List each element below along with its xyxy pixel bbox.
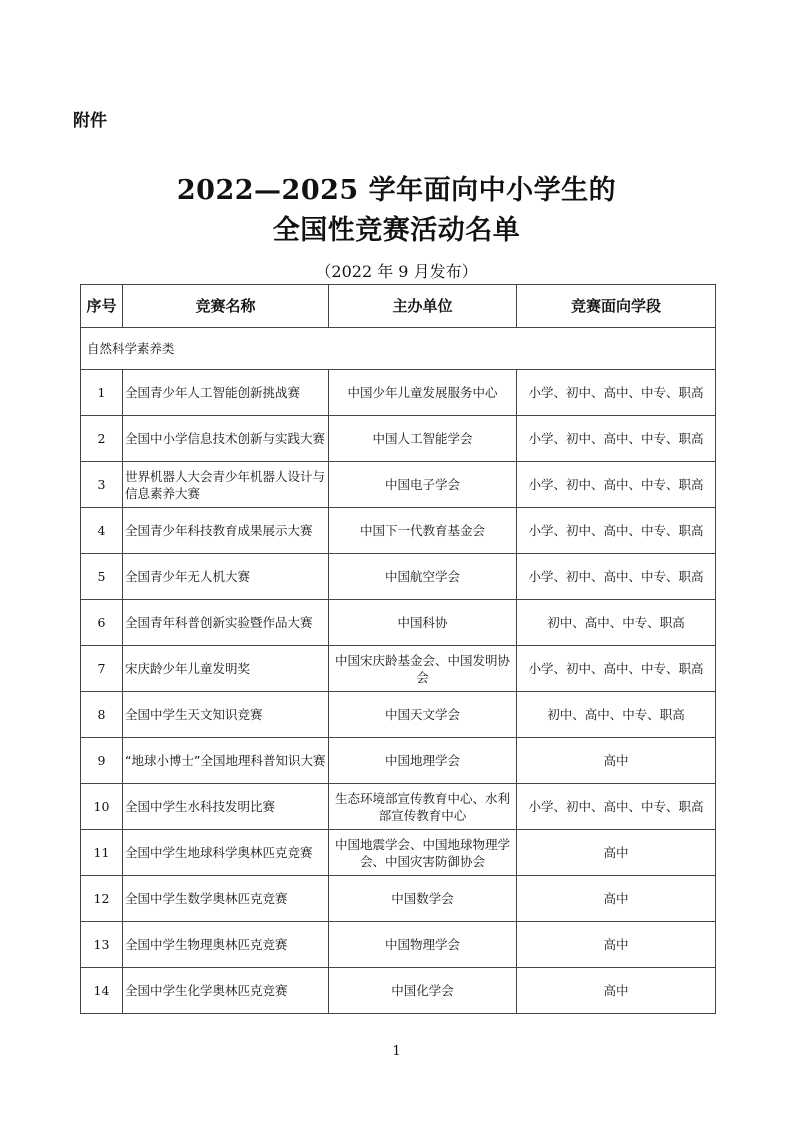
cell-level: 高中: [517, 830, 716, 876]
cell-num: 6: [81, 600, 123, 646]
cell-name: 全国中学生水科技发明比赛: [123, 784, 329, 830]
header-level: 竞赛面向学段: [517, 285, 716, 328]
cell-name: 宋庆龄少年儿童发明奖: [123, 646, 329, 692]
header-name: 竞赛名称: [123, 285, 329, 328]
table-row: [81, 830, 716, 876]
cell-level: 高中: [517, 738, 716, 784]
cell-name: 全国青少年科技教育成果展示大赛: [123, 508, 329, 554]
cell-num: 1: [81, 370, 123, 416]
cell-num: 14: [81, 968, 123, 1014]
table-row: [81, 738, 716, 784]
table-row: [81, 876, 716, 922]
category-row: [81, 328, 716, 370]
cell-num: 5: [81, 554, 123, 600]
table-row: [81, 370, 716, 416]
cell-num: 4: [81, 508, 123, 554]
cell-org: 中国物理学会: [329, 922, 517, 968]
cell-num: 3: [81, 462, 123, 508]
cell-name: “地球小博士”全国地理科普知识大赛: [123, 738, 329, 784]
cell-name: 全国青少年无人机大赛: [123, 554, 329, 600]
cell-name: 全国中学生天文知识竞赛: [123, 692, 329, 738]
document-title-line2: 全国性竞赛活动名单: [272, 215, 521, 246]
cell-org: 中国少年儿童发展服务中心: [329, 370, 517, 416]
cell-num: 12: [81, 876, 123, 922]
cell-num: 7: [81, 646, 123, 692]
cell-org: 中国地震学会、中国地球物理学会、中国灾害防御协会: [329, 830, 517, 876]
cell-level: 小学、初中、高中、中专、职高: [517, 370, 716, 416]
cell-level: 小学、初中、高中、中专、职高: [517, 554, 716, 600]
cell-name: 全国中小学信息技术创新与实践大赛: [123, 416, 329, 462]
attachment-label: 附件: [73, 111, 107, 131]
cell-level: 小学、初中、高中、中专、职高: [517, 784, 716, 830]
cell-num: 9: [81, 738, 123, 784]
cell-num: 11: [81, 830, 123, 876]
cell-level: 小学、初中、高中、中专、职高: [517, 462, 716, 508]
table-row: [81, 508, 716, 554]
cell-org: 中国科协: [329, 600, 517, 646]
category-label: 自然科学素养类: [81, 328, 716, 370]
header-org: 主办单位: [329, 285, 517, 328]
table-row: [81, 922, 716, 968]
cell-level: 初中、高中、中专、职高: [517, 692, 716, 738]
table-row: [81, 784, 716, 830]
cell-level: 高中: [517, 922, 716, 968]
cell-org: 中国化学会: [329, 968, 517, 1014]
cell-org: 中国宋庆龄基金会、中国发明协会: [329, 646, 517, 692]
table-header-row: [81, 285, 716, 328]
page-number: 1: [392, 1044, 401, 1059]
table-row: [81, 968, 716, 1014]
cell-name: 全国中学生地球科学奥林匹克竞赛: [123, 830, 329, 876]
cell-name: 全国中学生物理奥林匹克竞赛: [123, 922, 329, 968]
cell-level: 小学、初中、高中、中专、职高: [517, 646, 716, 692]
cell-name: 全国青少年人工智能创新挑战赛: [123, 370, 329, 416]
publish-date: （2022 年 9 月发布）: [315, 262, 478, 281]
table-row: [81, 692, 716, 738]
cell-org: 中国下一代教育基金会: [329, 508, 517, 554]
cell-level: 小学、初中、高中、中专、职高: [517, 508, 716, 554]
cell-org: 中国人工智能学会: [329, 416, 517, 462]
header-num: 序号: [81, 285, 123, 328]
cell-num: 10: [81, 784, 123, 830]
cell-org: 中国地理学会: [329, 738, 517, 784]
cell-level: 高中: [517, 876, 716, 922]
cell-org: 中国航空学会: [329, 554, 517, 600]
cell-name: 全国中学生数学奥林匹克竞赛: [123, 876, 329, 922]
cell-org: 中国天文学会: [329, 692, 517, 738]
cell-num: 2: [81, 416, 123, 462]
cell-num: 13: [81, 922, 123, 968]
cell-level: 小学、初中、高中、中专、职高: [517, 416, 716, 462]
cell-level: 初中、高中、中专、职高: [517, 600, 716, 646]
cell-num: 8: [81, 692, 123, 738]
table-row: [81, 646, 716, 692]
document-title-line1: 2022—2025 学年面向中小学生的: [176, 175, 617, 206]
cell-org: 中国数学会: [329, 876, 517, 922]
cell-name: 世界机器人大会青少年机器人设计与信息素养大赛: [123, 462, 329, 508]
table-row: [81, 462, 716, 508]
cell-level: 高中: [517, 968, 716, 1014]
table-row: [81, 600, 716, 646]
cell-name: 全国青年科普创新实验暨作品大赛: [123, 600, 329, 646]
table-row: [81, 554, 716, 600]
cell-name: 全国中学生化学奥林匹克竞赛: [123, 968, 329, 1014]
competition-table: [80, 284, 716, 1014]
table-row: [81, 416, 716, 462]
cell-org: 生态环境部宣传教育中心、水利部宣传教育中心: [329, 784, 517, 830]
cell-org: 中国电子学会: [329, 462, 517, 508]
